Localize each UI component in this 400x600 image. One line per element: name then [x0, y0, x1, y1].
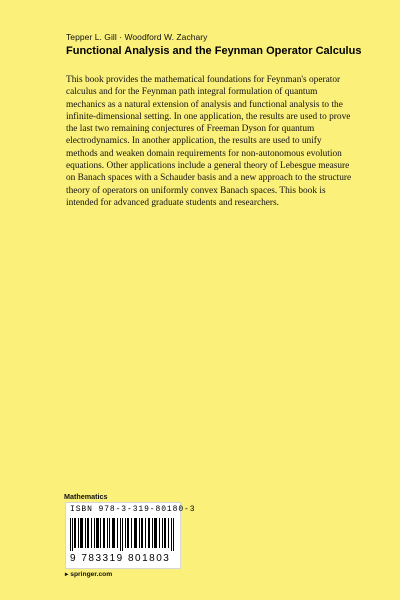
isbn-text: ISBN 978-3-319-80180-3 — [70, 505, 196, 514]
arrow-icon: ▸ — [65, 571, 71, 578]
publisher-url — [65, 572, 112, 579]
barcode-number: 9 783319 801803 — [70, 553, 171, 564]
barcode-graphic — [69, 518, 179, 551]
book-description: This book provides the mathematical foundations for Feynman's operator calculus and for the Feynman path integral formulation of quantum mechanics as a natural extension of analysis and functional analysis to the infinite-dimensional setting. In one application, the results are used to prove the last two remaining conjectures of Freeman Dyson for quantum electrodynamics. In another application, the results are used to unify methods and weaken domain requirements for non-autonomous evolution equations. Other applications include a general theory of Lebesgue measure on Banach spaces with a Schauder basis and a new approach to the structure theory of operators on uniformly convex Banach spaces. This book is intended for advanced graduate students and researchers. — [66, 75, 352, 208]
isbn-barcode-block — [65, 502, 196, 569]
book-title: Functional Analysis and the Feynman Operator Calculus — [66, 45, 362, 57]
subject-label: Mathematics — [64, 492, 108, 501]
author-line: Tepper L. Gill · Woodford W. Zachary — [66, 32, 208, 42]
publisher-url-text: springer.com — [70, 571, 113, 578]
